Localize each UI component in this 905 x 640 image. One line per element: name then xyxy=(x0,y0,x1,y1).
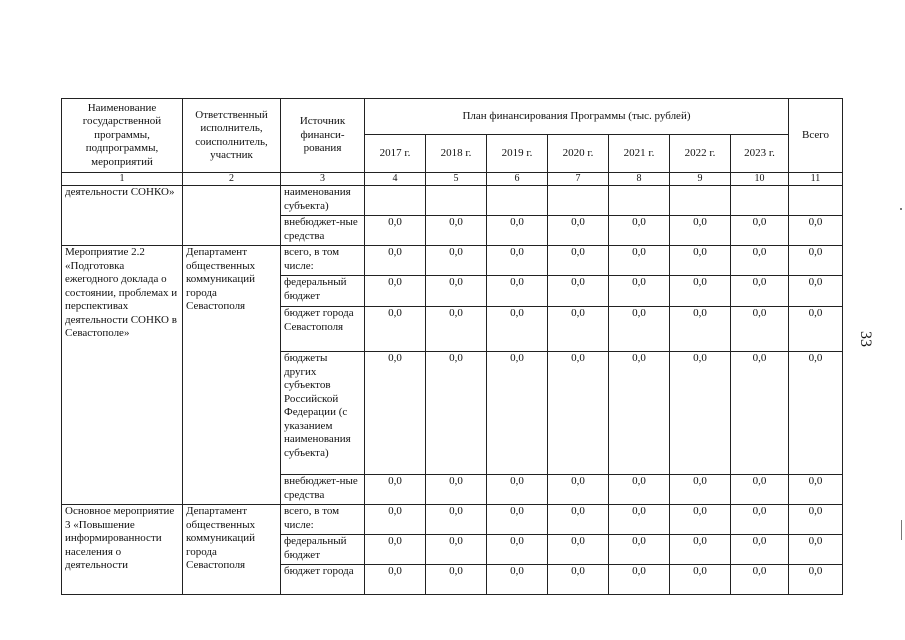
value-cell: 0,0 xyxy=(731,216,789,246)
header-year: 2023 г. xyxy=(731,135,789,173)
funding-source-cell: бюджет города xyxy=(281,565,365,595)
value-cell: 0,0 xyxy=(426,307,487,352)
value-cell: 0,0 xyxy=(548,276,609,307)
executor-cell: Департамент общественных коммуникаций города Севастополя xyxy=(183,505,281,595)
value-cell: 0,0 xyxy=(365,535,426,565)
value-cell: 0,0 xyxy=(609,307,670,352)
financing-table xyxy=(61,98,843,595)
table-row xyxy=(62,505,843,535)
column-number: 7 xyxy=(548,173,609,186)
funding-source-cell: бюджеты других субъектов Российской Федерации (с указанием наименования субъекта) xyxy=(281,352,365,475)
value-cell: 0,0 xyxy=(789,307,843,352)
value-cell: 0,0 xyxy=(548,352,609,475)
value-cell: 0,0 xyxy=(426,475,487,505)
value-cell: 0,0 xyxy=(365,475,426,505)
value-cell: 0,0 xyxy=(789,276,843,307)
value-cell: 0,0 xyxy=(487,246,548,276)
program-name-cell: Основное мероприятие 3 «Повышение информированности населения о деятельности xyxy=(62,505,183,595)
funding-source-cell: наименования субъекта) xyxy=(281,186,365,216)
value-cell: 0,0 xyxy=(426,216,487,246)
value-cell: 0,0 xyxy=(609,475,670,505)
scan-edge-mark xyxy=(901,520,902,540)
value-cell: 0,0 xyxy=(487,475,548,505)
column-number: 8 xyxy=(609,173,670,186)
funding-source-cell: федеральный бюджет xyxy=(281,276,365,307)
value-cell: 0,0 xyxy=(609,216,670,246)
value-cell xyxy=(670,186,731,216)
value-cell: 0,0 xyxy=(487,276,548,307)
value-cell: 0,0 xyxy=(548,535,609,565)
value-cell: 0,0 xyxy=(487,352,548,475)
column-number: 9 xyxy=(670,173,731,186)
value-cell: 0,0 xyxy=(731,246,789,276)
value-cell: 0,0 xyxy=(789,246,843,276)
funding-source-cell: внебюджет-ные средства xyxy=(281,475,365,505)
value-cell: 0,0 xyxy=(731,307,789,352)
value-cell: 0,0 xyxy=(548,216,609,246)
value-cell: 0,0 xyxy=(670,352,731,475)
value-cell: 0,0 xyxy=(789,216,843,246)
value-cell xyxy=(731,186,789,216)
value-cell: 0,0 xyxy=(426,565,487,595)
value-cell: 0,0 xyxy=(609,535,670,565)
value-cell: 0,0 xyxy=(365,216,426,246)
value-cell: 0,0 xyxy=(670,216,731,246)
value-cell: 0,0 xyxy=(487,216,548,246)
value-cell: 0,0 xyxy=(548,246,609,276)
value-cell: 0,0 xyxy=(670,475,731,505)
value-cell: 0,0 xyxy=(365,352,426,475)
program-name-cell: Мероприятие 2.2 «Подготовка ежегодного доклада о состоянии, проблемах и перспективах деятельности СОНКО в Севастополе» xyxy=(62,246,183,505)
value-cell: 0,0 xyxy=(487,307,548,352)
header-total: Всего xyxy=(789,99,843,173)
value-cell: 0,0 xyxy=(670,307,731,352)
column-number: 2 xyxy=(183,173,281,186)
column-number: 10 xyxy=(731,173,789,186)
value-cell: 0,0 xyxy=(609,276,670,307)
value-cell xyxy=(365,186,426,216)
column-number: 6 xyxy=(487,173,548,186)
header-year: 2022 г. xyxy=(670,135,731,173)
value-cell: 0,0 xyxy=(731,475,789,505)
funding-source-cell: внебюджет-ные средства xyxy=(281,216,365,246)
funding-source-cell: всего, в том числе: xyxy=(281,246,365,276)
value-cell: 0,0 xyxy=(609,565,670,595)
value-cell: 0,0 xyxy=(426,505,487,535)
value-cell: 0,0 xyxy=(670,535,731,565)
funding-source-cell: федеральный бюджет xyxy=(281,535,365,565)
value-cell: 0,0 xyxy=(426,276,487,307)
program-name-cell: деятельности СОНКО» xyxy=(62,186,183,246)
value-cell: 0,0 xyxy=(548,505,609,535)
value-cell: 0,0 xyxy=(426,352,487,475)
value-cell: 0,0 xyxy=(365,565,426,595)
value-cell: 0,0 xyxy=(789,475,843,505)
page-number: 33 xyxy=(857,331,874,347)
funding-source-cell: всего, в том числе: xyxy=(281,505,365,535)
value-cell: 0,0 xyxy=(426,535,487,565)
value-cell: 0,0 xyxy=(789,505,843,535)
column-number: 3 xyxy=(281,173,365,186)
value-cell: 0,0 xyxy=(365,276,426,307)
value-cell: 0,0 xyxy=(426,246,487,276)
value-cell: 0,0 xyxy=(731,505,789,535)
executor-cell: Департамент общественных коммуникаций города Севастополя xyxy=(183,246,281,505)
value-cell: 0,0 xyxy=(487,505,548,535)
value-cell: 0,0 xyxy=(731,276,789,307)
value-cell: 0,0 xyxy=(609,352,670,475)
column-number: 4 xyxy=(365,173,426,186)
table-row xyxy=(62,246,843,276)
value-cell: 0,0 xyxy=(670,276,731,307)
value-cell xyxy=(548,186,609,216)
value-cell: 0,0 xyxy=(670,505,731,535)
value-cell: 0,0 xyxy=(731,352,789,475)
value-cell xyxy=(426,186,487,216)
value-cell: 0,0 xyxy=(731,565,789,595)
value-cell xyxy=(789,186,843,216)
value-cell: 0,0 xyxy=(487,535,548,565)
header-funding-source: Источник финанси-рования xyxy=(281,99,365,173)
header-year: 2021 г. xyxy=(609,135,670,173)
table-row xyxy=(62,186,843,216)
value-cell: 0,0 xyxy=(548,565,609,595)
header-year: 2020 г. xyxy=(548,135,609,173)
column-number: 1 xyxy=(62,173,183,186)
header-year: 2019 г. xyxy=(487,135,548,173)
executor-cell xyxy=(183,186,281,246)
scan-speck xyxy=(900,208,902,210)
value-cell: 0,0 xyxy=(365,505,426,535)
header-financing-plan: План финансирования Программы (тыс. рублей) xyxy=(365,99,789,135)
value-cell xyxy=(609,186,670,216)
column-number: 5 xyxy=(426,173,487,186)
header-year: 2017 г. xyxy=(365,135,426,173)
value-cell: 0,0 xyxy=(670,246,731,276)
funding-source-cell: бюджет города Севастополя xyxy=(281,307,365,352)
value-cell: 0,0 xyxy=(365,246,426,276)
value-cell: 0,0 xyxy=(548,475,609,505)
value-cell xyxy=(487,186,548,216)
value-cell: 0,0 xyxy=(789,352,843,475)
value-cell: 0,0 xyxy=(731,535,789,565)
value-cell: 0,0 xyxy=(487,565,548,595)
value-cell: 0,0 xyxy=(365,307,426,352)
header-year: 2018 г. xyxy=(426,135,487,173)
value-cell: 0,0 xyxy=(609,505,670,535)
header-executor: Ответственный исполнитель, соисполнитель, участник xyxy=(183,99,281,173)
value-cell: 0,0 xyxy=(789,565,843,595)
value-cell: 0,0 xyxy=(789,535,843,565)
column-number: 11 xyxy=(789,173,843,186)
value-cell: 0,0 xyxy=(548,307,609,352)
value-cell: 0,0 xyxy=(609,246,670,276)
value-cell: 0,0 xyxy=(670,565,731,595)
header-program-name: Наименование государственной программы, подпрограммы, мероприятий xyxy=(62,99,183,173)
